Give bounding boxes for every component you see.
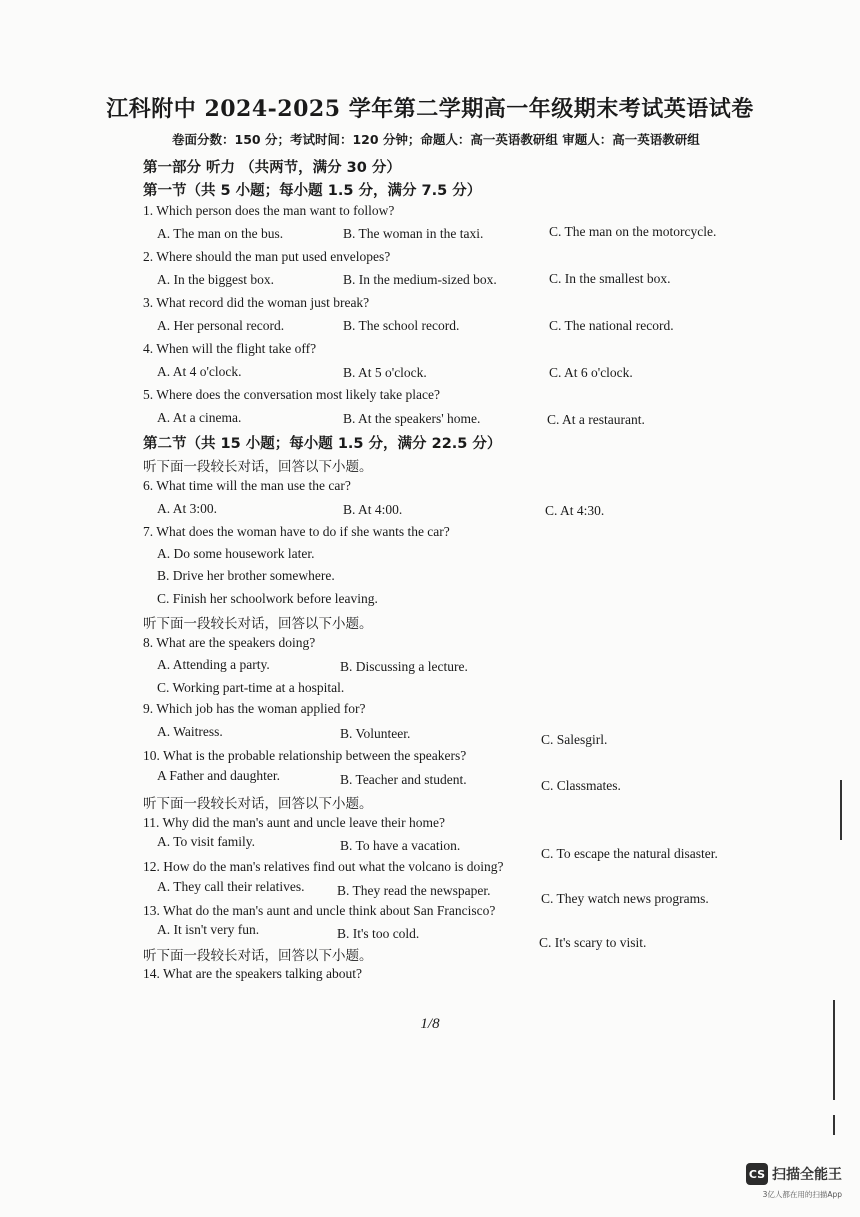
instruction-4: 听下面一段较长对话，回答以下小题。 (143, 948, 373, 964)
q9-option-a: A. Waitress. (157, 724, 223, 739)
scanner-name: 扫描全能王 (772, 1167, 842, 1183)
scanner-logo (746, 1163, 842, 1185)
q6-option-a: A. At 3:00. (157, 501, 218, 516)
q12-option-b: B. They read the newspaper. (337, 883, 491, 898)
question-6: 6. What time will the man use the car? (143, 478, 351, 493)
q10-option-b: B. Teacher and student. (340, 772, 467, 787)
page-number: 1/8 (420, 1016, 440, 1032)
q1-option-b: B. The woman in the taxi. (343, 226, 484, 241)
scan-edge-line (833, 1000, 835, 1100)
cs-icon: CS (746, 1163, 768, 1185)
question-13: 13. What do the man's aunt and uncle think about San Francisco? (143, 903, 496, 918)
q11-option-b: B. To have a vacation. (340, 838, 461, 853)
exam-meta-info: 卷面分数：150 分；考试时间：120 分钟；命题人：高一英语教研组 审题人：高一英语教研组 (172, 132, 700, 147)
q13-option-c: C. It's scary to visit. (539, 935, 647, 950)
q2-option-b: B. In the medium-sized box. (343, 272, 497, 287)
q7-option-c: C. Finish her schoolwork before leaving. (157, 591, 378, 606)
question-11: 11. Why did the man's aunt and uncle leave their home? (143, 815, 445, 830)
scan-edge-line (833, 1115, 835, 1135)
q7-option-a: A. Do some housework later. (157, 546, 315, 561)
q3-option-a: A. Her personal record. (157, 318, 285, 333)
question-4: 4. When will the flight take off? (143, 341, 317, 356)
question-14: 14. What are the speakers talking about? (143, 966, 363, 981)
question-8: 8. What are the speakers doing? (143, 635, 316, 650)
q3-option-c: C. The national record. (549, 318, 674, 333)
q1-option-a: A. The man on the bus. (157, 226, 284, 241)
instruction-2: 听下面一段较长对话，回答以下小题。 (143, 616, 373, 632)
q8-option-a: A. Attending a party. (157, 657, 270, 672)
q7-option-b: B. Drive her brother somewhere. (157, 568, 335, 583)
q9-option-c: C. Salesgirl. (541, 732, 608, 747)
scan-edge-line (840, 780, 842, 840)
q3-option-b: B. The school record. (343, 318, 460, 333)
q5-option-c: C. At a restaurant. (547, 412, 645, 427)
q5-option-b: B. At the speakers' home. (343, 411, 481, 426)
q5-option-a: A. At a cinema. (157, 410, 242, 425)
part1-heading: 第一部分 听力 （共两节，满分 30 分） (143, 160, 401, 176)
q2-option-a: A. In the biggest box. (157, 272, 274, 287)
question-1: 1. Which person does the man want to follow? (143, 203, 395, 218)
exam-title: 江科附中 2024-2025 学年第二学期高一年级期末考试英语试卷 (106, 96, 754, 122)
section2-heading: 第二节（共 15 小题；每小题 1.5 分，满分 22.5 分） (143, 436, 502, 452)
question-9: 9. Which job has the woman applied for? (143, 701, 366, 716)
q4-option-a: A. At 4 o'clock. (157, 364, 242, 379)
question-10: 10. What is the probable relationship between the speakers? (143, 748, 467, 763)
q4-option-b: B. At 5 o'clock. (343, 365, 427, 380)
q6-option-b: B. At 4:00. (343, 502, 403, 517)
q9-option-b: B. Volunteer. (340, 726, 411, 741)
section1-heading: 第一节（共 5 小题；每小题 1.5 分，满分 7.5 分） (143, 183, 482, 199)
q13-option-b: B. It's too cold. (337, 926, 420, 941)
q6-option-c: C. At 4:30. (545, 503, 605, 518)
question-2: 2. Where should the man put used envelopes? (143, 249, 391, 264)
q11-option-c: C. To escape the natural disaster. (541, 846, 718, 861)
q12-option-c: C. They watch news programs. (541, 891, 709, 906)
scanner-tagline: 3亿人都在用的扫描App (762, 1190, 842, 1199)
question-3: 3. What record did the woman just break? (143, 295, 370, 310)
instruction-3: 听下面一段较长对话，回答以下小题。 (143, 796, 373, 812)
q4-option-c: C. At 6 o'clock. (549, 365, 633, 380)
question-5: 5. Where does the conversation most likely take place? (143, 387, 441, 402)
q12-option-a: A. They call their relatives. (157, 879, 305, 894)
q1-option-c: C. The man on the motorcycle. (549, 224, 717, 239)
instruction-1: 听下面一段较长对话，回答以下小题。 (143, 459, 373, 475)
question-12: 12. How do the man's relatives find out what the volcano is doing? (143, 859, 504, 874)
q8-option-c: C. Working part-time at a hospital. (157, 680, 345, 695)
question-7: 7. What does the woman have to do if she wants the car? (143, 524, 450, 539)
q10-option-c: C. Classmates. (541, 778, 621, 793)
q2-option-c: C. In the smallest box. (549, 271, 671, 286)
q10-option-a: A Father and daughter. (157, 768, 280, 783)
q11-option-a: A. To visit family. (157, 834, 256, 849)
q8-option-b: B. Discussing a lecture. (340, 659, 468, 674)
q13-option-a: A. It isn't very fun. (157, 922, 260, 937)
